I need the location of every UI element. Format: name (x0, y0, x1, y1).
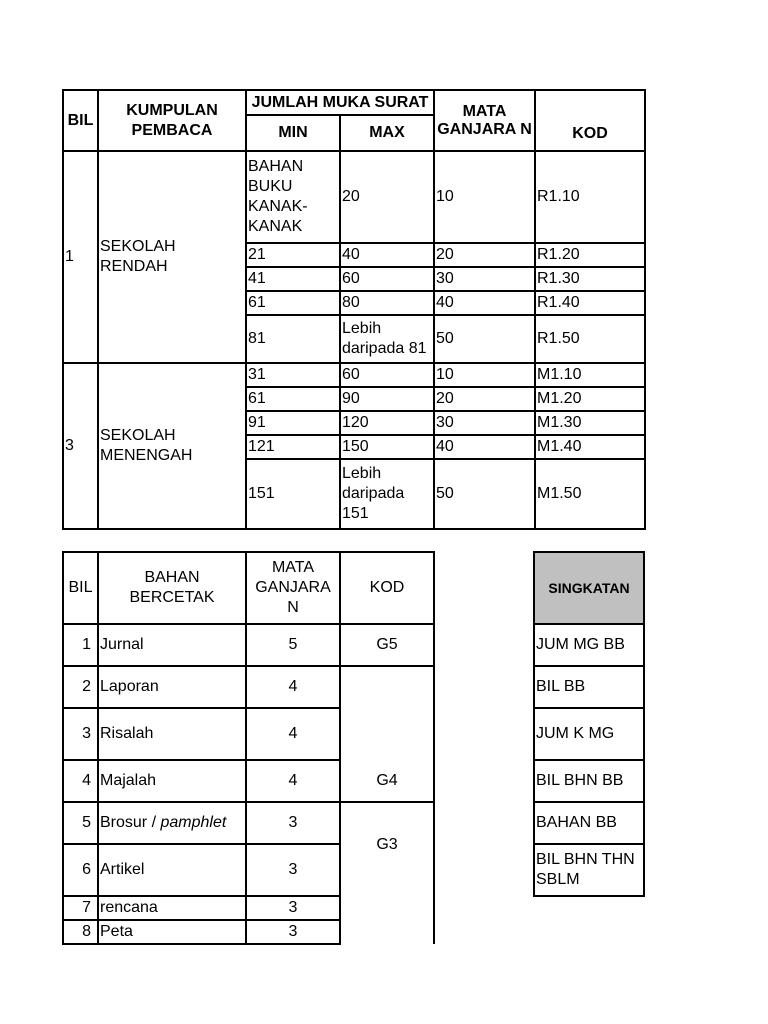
cell-max: 90 (340, 387, 434, 411)
cell-min: 91 (246, 411, 340, 435)
cell-mata: 40 (434, 435, 535, 459)
list-item (534, 844, 644, 896)
cell-bil: 4 (63, 760, 98, 802)
group-name: SEKOLAH RENDAH (98, 151, 246, 363)
cell-kod: G5 (340, 624, 434, 666)
table-row (63, 624, 434, 666)
cell-bil: 5 (63, 802, 98, 844)
header-kod: KOD (535, 90, 645, 151)
table-row (63, 802, 434, 844)
cell-mata: 40 (434, 291, 535, 315)
cell-min: 61 (246, 291, 340, 315)
cell-min: 31 (246, 363, 340, 387)
cell-mata: 5 (246, 624, 340, 666)
cell-bahan: Jurnal (98, 624, 246, 666)
cell-mata: 20 (434, 387, 535, 411)
header-max: MAX (340, 115, 434, 151)
cell-bil: 6 (63, 844, 98, 896)
table-row (63, 151, 645, 243)
cell-min: 41 (246, 267, 340, 291)
cell-mata: 3 (246, 920, 340, 944)
cell-max: 20 (340, 151, 434, 243)
abbreviation-table (533, 551, 645, 897)
cell-bahan-text: Brosur / (100, 814, 161, 831)
cell-kod: R1.10 (535, 151, 645, 243)
cell-mata: 20 (434, 243, 535, 267)
list-item (534, 708, 644, 760)
cell-bahan: Majalah (98, 760, 246, 802)
cell-max: Lebih daripada 151 (340, 459, 434, 529)
abbreviation-cell: BAHAN BB (534, 802, 644, 844)
cell-min: 81 (246, 315, 340, 363)
cell-bahan (98, 802, 246, 844)
printed-material-table (62, 551, 435, 945)
cell-mata: 4 (246, 760, 340, 802)
cell-mata: 50 (434, 315, 535, 363)
cell-kod: M1.50 (535, 459, 645, 529)
cell-bil: 2 (63, 666, 98, 708)
list-item (534, 802, 644, 844)
table-row (63, 666, 434, 708)
header-mata-ganjaran: MATA GANJARA N (434, 90, 535, 151)
cell-bahan: Risalah (98, 708, 246, 760)
list-item (534, 624, 644, 666)
cell-max: 120 (340, 411, 434, 435)
cell-mata: 4 (246, 708, 340, 760)
header-jumlah-muka-surat: JUMLAH MUKA SURAT (251, 93, 429, 111)
cell-kod: R1.40 (535, 291, 645, 315)
cell-max: 60 (340, 363, 434, 387)
cell-bil: 8 (63, 920, 98, 944)
header-bil: BIL (63, 552, 98, 624)
abbreviation-cell: BIL BHN THN SBLM (534, 844, 644, 896)
header-kod: KOD (340, 552, 434, 624)
header-min: MIN (246, 115, 340, 151)
header-kumpulan-pembaca: KUMPULAN PEMBACA (98, 90, 246, 151)
cell-mata: 50 (434, 459, 535, 529)
cell-mata: 3 (246, 896, 340, 920)
header-singkatan: SINGKATAN (534, 552, 644, 624)
abbreviation-cell: JUM K MG (534, 708, 644, 760)
cell-kod: R1.20 (535, 243, 645, 267)
cell-mata: 10 (434, 151, 535, 243)
cell-max: 150 (340, 435, 434, 459)
cell-min: BAHAN BUKU KANAK-KANAK (246, 151, 340, 243)
cell-max: 60 (340, 267, 434, 291)
cell-kod: M1.10 (535, 363, 645, 387)
group-name: SEKOLAH MENENGAH (98, 363, 246, 529)
table-row (63, 363, 645, 387)
header-bil: BIL (63, 90, 98, 151)
cell-min: 21 (246, 243, 340, 267)
header-mata-ganjaran: MATA GANJARA N (246, 552, 340, 624)
cell-bahan: Peta (98, 920, 246, 944)
cell-bil: 3 (63, 708, 98, 760)
cell-bahan: Artikel (98, 844, 246, 896)
cell-kod: M1.30 (535, 411, 645, 435)
cell-bahan: rencana (98, 896, 246, 920)
cell-kod: M1.40 (535, 435, 645, 459)
cell-mata: 30 (434, 411, 535, 435)
cell-mata: 4 (246, 666, 340, 708)
abbreviation-cell: BIL BB (534, 666, 644, 708)
list-item (534, 666, 644, 708)
reader-group-table (62, 89, 646, 530)
group-bil: 1 (63, 151, 98, 363)
group-bil: 3 (63, 363, 98, 529)
cell-max: Lebih daripada 81 (342, 320, 427, 357)
cell-min: 61 (246, 387, 340, 411)
cell-max: 80 (340, 291, 434, 315)
cell-kod: R1.50 (535, 315, 645, 363)
list-item (534, 760, 644, 802)
cell-mata: 3 (246, 802, 340, 844)
cell-kod: G4 (340, 666, 434, 802)
cell-mata: 10 (434, 363, 535, 387)
cell-bil: 7 (63, 896, 98, 920)
cell-min: 121 (246, 435, 340, 459)
abbreviation-cell: JUM MG BB (534, 624, 644, 666)
header-bahan-bercetak: BAHAN BERCETAK (98, 552, 246, 624)
cell-bahan-italic: pamphlet (160, 814, 227, 831)
abbreviation-cell: BIL BHN BB (534, 760, 644, 802)
cell-mata: 30 (434, 267, 535, 291)
cell-max: 40 (340, 243, 434, 267)
cell-kod: M1.20 (535, 387, 645, 411)
cell-bahan: Laporan (98, 666, 246, 708)
cell-mata: 3 (246, 844, 340, 896)
cell-bil: 1 (63, 624, 98, 666)
cell-kod: R1.30 (535, 267, 645, 291)
cell-min: 151 (246, 459, 340, 529)
cell-kod: G3 (340, 802, 434, 944)
